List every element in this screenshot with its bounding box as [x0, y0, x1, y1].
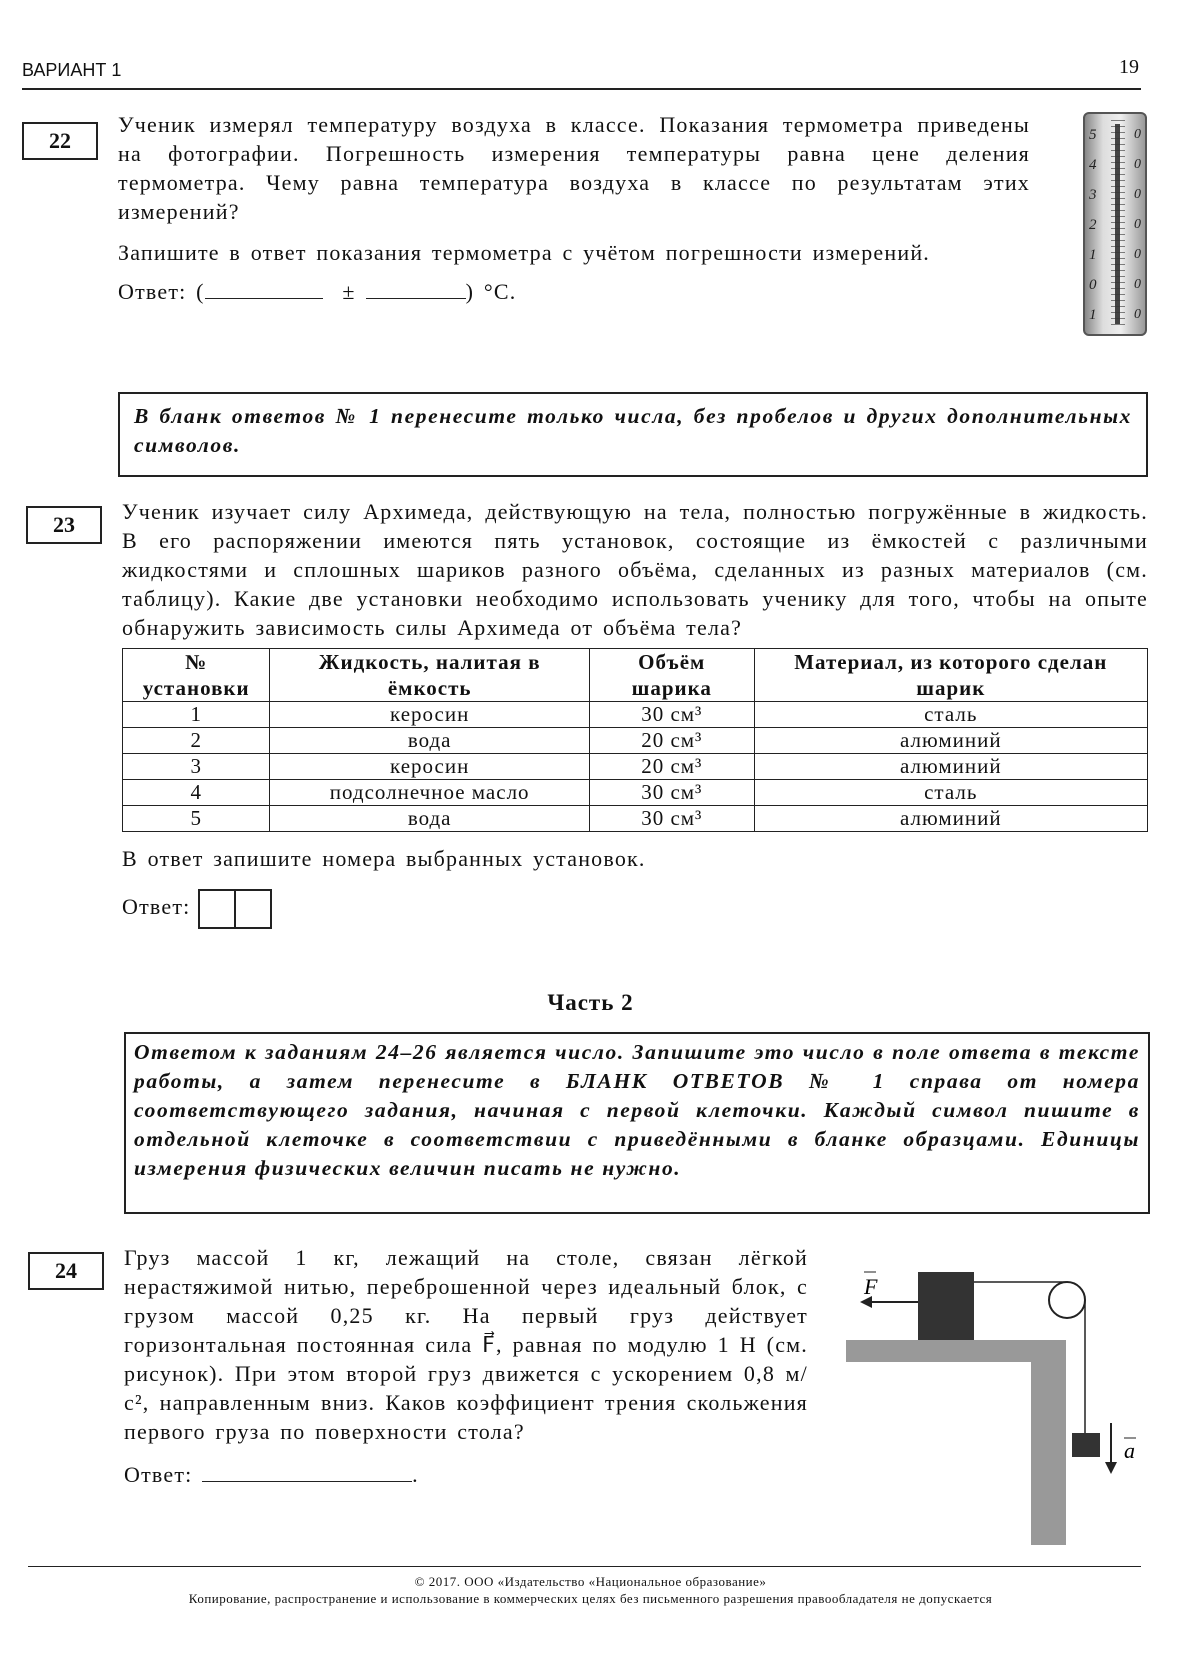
table-cell: вода — [270, 728, 590, 754]
answer-error-field[interactable] — [366, 298, 466, 299]
column-header: Жидкость, налитая в ёмкость — [270, 649, 590, 702]
thermometer-label: 3 — [1089, 187, 1097, 203]
table-cell: 1 — [123, 702, 270, 728]
task-number-23: 23 — [26, 506, 102, 544]
setups-table — [122, 648, 1148, 832]
task-24 — [124, 1243, 808, 1489]
table-row — [123, 754, 1148, 780]
table-cell: алюминий — [754, 806, 1147, 832]
task-24-answer — [124, 1460, 808, 1489]
column-header: Объём шарика — [589, 649, 754, 702]
task-number-22: 22 — [22, 122, 98, 160]
table-cell: сталь — [754, 780, 1147, 806]
thermometer-label: 2 — [1089, 217, 1097, 233]
table-cell: алюминий — [754, 728, 1147, 754]
answer-end: . — [412, 1462, 419, 1487]
table-cell: алюминий — [754, 754, 1147, 780]
plus-minus: ± — [342, 279, 356, 304]
table-cell: подсолнечное масло — [270, 780, 590, 806]
block-1 — [918, 1272, 974, 1340]
column-header: № установки — [123, 649, 270, 702]
answer-unit: ) °C. — [465, 279, 517, 304]
task-23-text: Ученик изучает силу Архимеда, действующую на тела, полностью погружённые в жидкость. В его распоряжении имеются пять установок, состоящие из ёмкостей с различными жидкостями и сплошных шариков разного объёма, сделанных из разных материалов (см. таблицу). Какие две установки необходимо использовать ученику для того, чтобы на опыте обнаружить зависимость силы Архимеда от объёма тела? — [122, 499, 1148, 640]
thermometer-label: 4 — [1089, 157, 1097, 173]
table-cell: 2 — [123, 728, 270, 754]
block-2 — [1072, 1433, 1100, 1457]
task-22-instruction: Запишите в ответ показания термометра с учётом погрешности измерений. — [118, 240, 931, 265]
variant-header: ВАРИАНТ 1 — [22, 60, 122, 80]
thermometer-right-label: 0 — [1134, 247, 1141, 262]
footer-notice: Копирование, распространение и использование в коммерческих целях без письменного разрешения правообладателя не допускается — [188, 1591, 993, 1606]
task-22 — [118, 110, 1030, 306]
answer-label: Ответ: ( — [118, 279, 205, 304]
thermometer-label: 5 — [1089, 127, 1097, 143]
task-22-answer — [118, 277, 1030, 306]
task-23-instruction: В ответ запишите номера выбранных установок. — [122, 846, 646, 871]
thermometer-right-label: 0 — [1134, 157, 1141, 172]
table-cell: керосин — [270, 702, 590, 728]
table-cell: 4 — [123, 780, 270, 806]
table-cell: вода — [270, 806, 590, 832]
table-leg — [1031, 1340, 1066, 1545]
table-row — [123, 780, 1148, 806]
thermometer-scale — [1111, 120, 1125, 325]
table-cell: сталь — [754, 702, 1147, 728]
thermometer-photo — [1083, 112, 1147, 336]
answer-boxes[interactable] — [200, 889, 272, 929]
thermometer-label: 1 — [1089, 247, 1097, 263]
footer-rule — [28, 1566, 1141, 1567]
table-cell: 30 см³ — [589, 702, 754, 728]
footer-copyright: © 2017. ООО «Издательство «Национальное образование» — [414, 1574, 767, 1589]
pulley-figure — [846, 1258, 1151, 1548]
force-label: F — [864, 1274, 878, 1299]
thermometer-right-label: 0 — [1134, 187, 1141, 202]
acceleration-label: a — [1124, 1438, 1135, 1463]
answer-label: Ответ: — [124, 1462, 193, 1487]
table-row — [123, 806, 1148, 832]
thermometer-right-label: 0 — [1134, 217, 1141, 232]
table-cell: 3 — [123, 754, 270, 780]
table-cell: 20 см³ — [589, 728, 754, 754]
part-2-notice: Ответом к заданиям 24–26 является число. Запишите это число в поле ответа в тексте работы, а затем перенесите в БЛАНК ОТВЕТОВ № 1 справа от номера соответствующего задания, начиная с первой клеточки. Каждый символ пишите в отдельной клеточке в соответствии с приведёнными в бланке образцами. Единицы измерения физических величин писать не нужно. — [124, 1032, 1150, 1214]
table-cell: керосин — [270, 754, 590, 780]
task-23 — [122, 497, 1148, 929]
thermometer-right-label: 0 — [1134, 307, 1141, 322]
answer-label: Ответ: — [122, 894, 191, 920]
table-cell: 30 см³ — [589, 780, 754, 806]
table-cell: 30 см³ — [589, 806, 754, 832]
task-24-text: Груз массой 1 кг, лежащий на столе, связан лёгкой нерастяжимой нитью, переброшенной через идеальный блок, с грузом массой 0,25 кг. На первый груз действует горизонтальная постоянная сила F⃗, равная по модулю 1 Н (см. рисунок). При этом второй груз движется с ускорением 0,8 м/с², направленным вниз. Каков коэффициент трения скольжения первого груза по поверхности стола? — [124, 1245, 808, 1444]
table-row — [123, 702, 1148, 728]
thermometer-right-label: 0 — [1134, 127, 1141, 142]
table-row — [123, 728, 1148, 754]
task-22-text: Ученик измерял температуру воздуха в классе. Показания термометра приведены на фотографии. Погрешность измерения температуры равна цене деления термометра. Чему равна температура воздуха в классе по результатам этих измерений? — [118, 112, 1030, 224]
acceleration-arrowhead — [1105, 1462, 1117, 1474]
answer-value-field[interactable] — [205, 298, 323, 299]
task-number-24: 24 — [28, 1252, 104, 1290]
table-cell: 20 см³ — [589, 754, 754, 780]
part-2-title: Часть 2 — [547, 990, 634, 1015]
thermometer-label: 1 — [1089, 307, 1097, 323]
header-rule — [22, 88, 1141, 90]
answer-sheet-notice: В бланк ответов № 1 перенесите только числа, без пробелов и других дополнительных символов. — [118, 392, 1148, 477]
pulley — [1049, 1282, 1085, 1318]
table-cell: 5 — [123, 806, 270, 832]
task-23-answer — [122, 889, 1148, 929]
column-header: Материал, из которого сделан шарик — [754, 649, 1147, 702]
answer-field[interactable] — [202, 1481, 412, 1482]
thermometer-right-label: 0 — [1134, 277, 1141, 292]
thermometer-label: 0 — [1089, 277, 1097, 293]
page-number: 19 — [1119, 56, 1139, 78]
